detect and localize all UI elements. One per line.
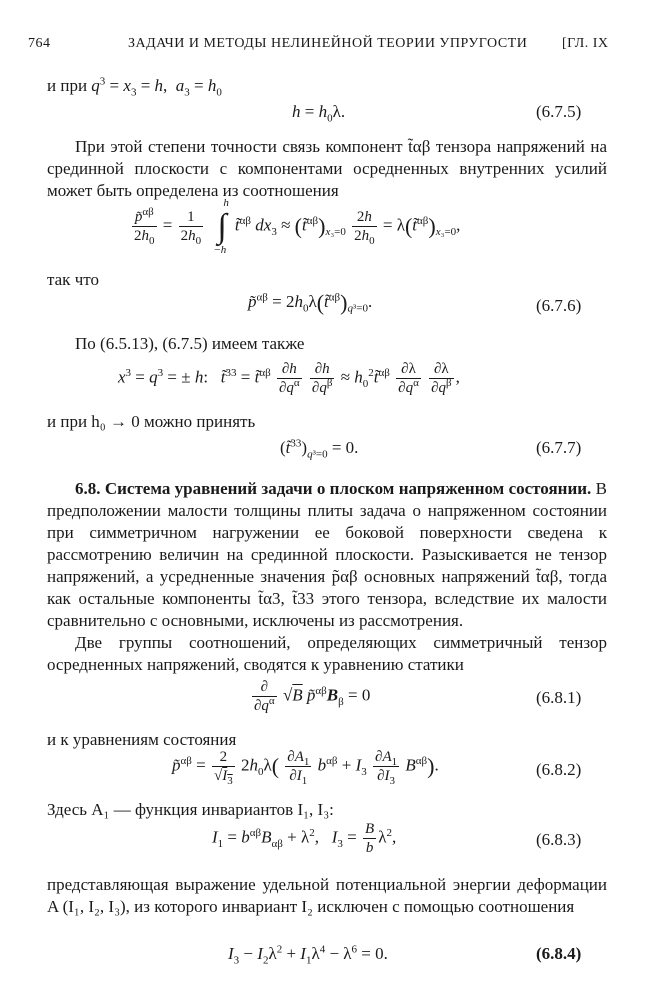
intro-paragraph: При этой степени точности связь компонент t̃αβ тензора напряжений на срединной плоскости с компонентами осредненных внутренних усилий может быть определена из соотношения: [47, 137, 607, 200]
equation-6-8-4: $I_3 - I_2\lambda^2 + I_1\lambda^4 - \lambda^6 = 0$.: [228, 943, 388, 967]
equation-6-7-6: p̃$^{\alpha\beta}$ = $2h_0\lambda(t̃^{\alpha\beta})_{q^3=0}$.: [248, 290, 373, 315]
equation-number: (6.8.2): [536, 760, 582, 779]
condition-line: и при $q^3 = x_3 = h$, $a_3 = h_0$: [47, 75, 222, 99]
equation-number: (6.8.1): [536, 688, 582, 707]
equation-6-7-5: $h = h_0\lambda$.: [292, 102, 346, 125]
and-at-text: и при: [47, 76, 88, 95]
state-eqs-text: и к уравнениям состояния: [47, 730, 237, 749]
here-a1-text: Здесь A₁ — функция инвариантов I₁, I₃:: [47, 800, 334, 819]
equation-number: (6.8.3): [536, 830, 582, 849]
equation-6-7-7: $(t̃^{33})_{q^3=0} = 0$.: [280, 437, 359, 461]
section-body: В предположении малости толщины плиты задача о напряженном состоянии при симметричном нагружении ее боковой поверхности сведена к рассмотрению величин на срединной плоскости. Разыскивается не тензор напряжений, а усредненные значения p̃αβ основных напряжений t̃αβ, тогда как остальные компоненты t̃α3, t̃33 этого тензора, вследствие их малости сравнительно с основными, исключены из рассмотрения.: [47, 479, 607, 630]
and-when-text: и при h₀ → 0 можно принять: [47, 412, 256, 431]
represent-paragraph: представляющая выражение удельной потенциальной энергии деформации A (I₁, I₂, I₃), из которого инвариант I₂ исключен с помощью соотношения: [47, 875, 607, 916]
chapter-label: [ГЛ. IX: [562, 36, 609, 51]
equation-number: (6.7.6): [536, 296, 582, 315]
page-number: 764: [28, 36, 51, 51]
section-title: Система уравнений задачи о плоском напряженном состоянии.: [104, 479, 592, 498]
equation-6-8-1: $\frac{\partial}{\partial q^\alpha}$ √B $p̃^{\alpha\beta}B_\beta = 0$: [254, 679, 371, 714]
equation-number: (6.7.5): [536, 102, 582, 121]
t33-relation: $x^3 = q^3$ = ± h: t̃$^{33}$ = t̃$^{\alpha\beta}$ $\frac{\partial h}{\partial q^\alpha}$ $\frac{\partial h}{\partial q^\beta}$ ≈ $h_0^2t̃^{\alpha\beta}$ $\frac{\partial\lambda}{\partial q^\alpha}$ $\frac{\partial\lambda}{\partial q^\beta}$ ,: [118, 361, 460, 396]
so-that-text: так что: [47, 270, 99, 289]
running-title: ЗАДАЧИ И МЕТОДЫ НЕЛИНЕЙНОЙ ТЕОРИИ УПРУГОСТИ: [128, 36, 528, 51]
equation-number: (6.8.4): [536, 944, 582, 963]
equation-6-8-3: $I_1 = b^{\alpha\beta}B_{\alpha\beta} + \lambda^2$, $I_3$ = $\frac{B}{b}$ $\lambda^2$,: [212, 821, 397, 856]
averaging-equation: $\frac{p̃^{\alpha\beta}}{2h_0}$ = $\frac{1}{2h_0}$ ∫ h −h t̃$^{\alpha\beta}$ $dx_3$ ≈ $(t̃^{\alpha\beta})_{x_3=0}$ $\frac{2h}{2h_0}$ = $\lambda(t̃^{\alpha\beta})_{x_3=0}$,: [134, 196, 461, 256]
two-groups-paragraph: Две группы соотношений, определяющих симметричный тензор осредненных напряжений, сводятся к уравнению статики: [47, 633, 607, 674]
equation-number: (6.7.7): [536, 438, 582, 457]
equation-6-8-2: p̃$^{\alpha\beta}$ = $\frac{2}{√I_3}$ $2h_0\lambda$( $\frac{\partial A_1}{\partial I_1}$ $b^{\alpha\beta} + I_3$ $\frac{\partial A_1}{\partial I_3}$ $B^{\alpha\beta}$).: [172, 749, 439, 787]
section-number: 6.8.: [75, 479, 101, 498]
section-paragraph: [47, 478, 607, 632]
by-refs-text: По (6.5.13), (6.7.5) имеем также: [75, 334, 305, 353]
